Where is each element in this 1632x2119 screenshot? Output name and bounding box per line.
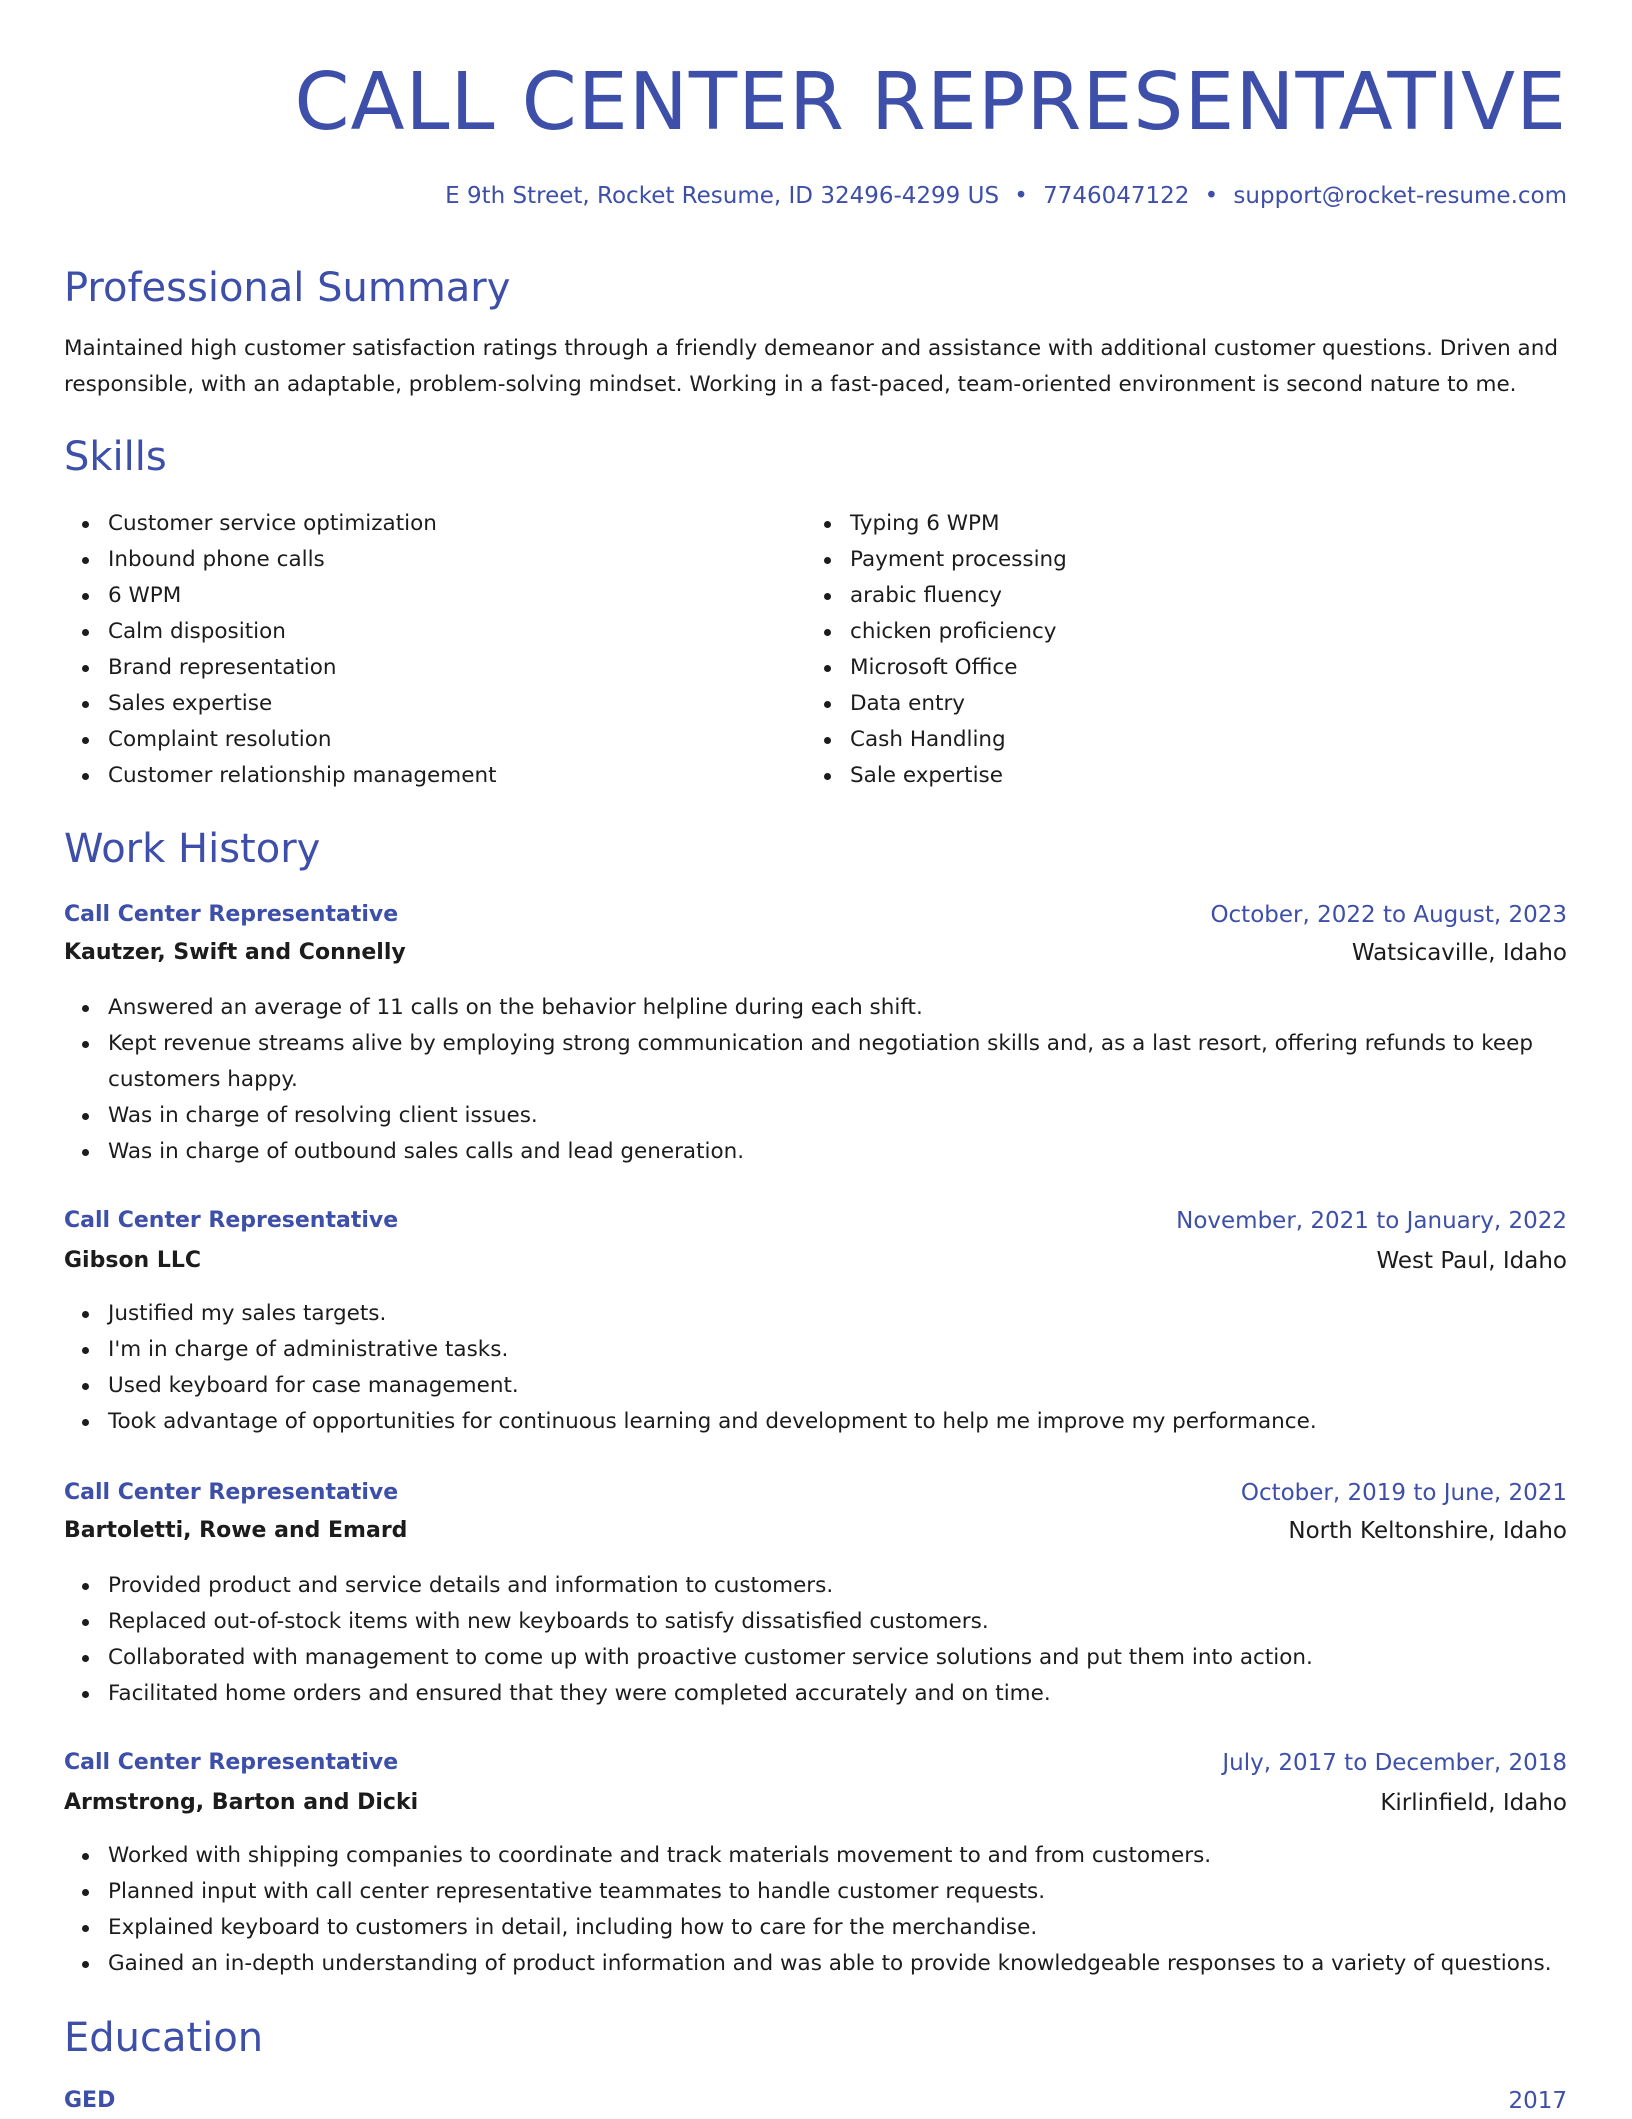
skill-item: Complaint resolution <box>64 722 764 758</box>
skill-item: Sale expertise <box>806 758 1506 794</box>
skill-item: Sales expertise <box>64 686 764 722</box>
job-location: North Keltonshire, Idaho <box>1288 1518 1567 1544</box>
job-bullet: Collaborated with management to come up with proactive customer service solutions and put them into action. <box>64 1640 1567 1676</box>
job-location: West Paul, Idaho <box>1376 1248 1567 1274</box>
job-bullets <box>64 1296 1567 1440</box>
skills-list-right <box>806 506 1506 794</box>
skill-item: Calm disposition <box>64 614 764 650</box>
job-dates: October, 2022 to August, 2023 <box>1210 902 1567 928</box>
skill-item: chicken proficiency <box>806 614 1506 650</box>
skill-item: Data entry <box>806 686 1506 722</box>
skill-item: Cash Handling <box>806 722 1506 758</box>
education-heading: Education <box>64 2015 264 2061</box>
skills-list-left <box>64 506 764 794</box>
education-row <box>64 2083 1567 2119</box>
skills-heading: Skills <box>64 434 167 480</box>
skill-item: Brand representation <box>64 650 764 686</box>
contact-line <box>64 178 1567 214</box>
contact-email[interactable]: support@rocket-resume.com <box>1233 183 1567 209</box>
job-bullet: Kept revenue streams alive by employing strong communication and negotiation skills and, as a last resort, offering refunds to keep customers happy. <box>64 1026 1567 1098</box>
skill-item: Customer service optimization <box>64 506 764 542</box>
skill-item: Payment processing <box>806 542 1506 578</box>
skill-item: Customer relationship management <box>64 758 764 794</box>
job-bullet: Replaced out-of-stock items with new keyboards to satisfy dissatisfied customers. <box>64 1604 1567 1640</box>
job-company: Bartoletti, Rowe and Emard <box>64 1518 408 1543</box>
job-header-row <box>64 1475 1567 1511</box>
job-bullet: Took advantage of opportunities for continuous learning and development to help me improve my performance. <box>64 1404 1567 1440</box>
job-title: Call Center Representative <box>64 902 399 927</box>
job-bullet: Gained an in-depth understanding of product information and was able to provide knowledgeable responses to a variety of questions. <box>64 1946 1567 1982</box>
job-bullet: Used keyboard for case management. <box>64 1368 1567 1404</box>
contact-phone: 7746047122 <box>1043 183 1190 209</box>
resume-title: CALL CENTER REPRESENTATIVE <box>294 56 1567 148</box>
job-bullet: Worked with shipping companies to coordinate and track materials movement to and from customers. <box>64 1838 1567 1874</box>
job-bullet: Was in charge of resolving client issues. <box>64 1098 1567 1134</box>
contact-address: E 9th Street, Rocket Resume, ID 32496-4299 US <box>445 183 1000 209</box>
job-bullet: Was in charge of outbound sales calls and lead generation. <box>64 1134 1567 1170</box>
skill-item: Inbound phone calls <box>64 542 764 578</box>
job-bullet: Provided product and service details and information to customers. <box>64 1568 1567 1604</box>
education-degree: GED <box>64 2088 116 2113</box>
job-title: Call Center Representative <box>64 1208 399 1233</box>
job-header-row <box>64 1203 1567 1239</box>
job-company: Gibson LLC <box>64 1248 202 1273</box>
job-bullets <box>64 1838 1567 1982</box>
job-company-row <box>64 1785 1567 1821</box>
job-bullet: Facilitated home orders and ensured that they were completed accurately and on time. <box>64 1676 1567 1712</box>
job-dates: October, 2019 to June, 2021 <box>1240 1480 1567 1506</box>
job-company-row <box>64 935 1567 971</box>
job-header-row <box>64 1745 1567 1781</box>
contact-separator: • <box>1204 183 1219 209</box>
job-company: Kautzer, Swift and Connelly <box>64 940 406 965</box>
summary-text: Maintained high customer satisfaction ratings through a friendly demeanor and assistance with additional customer questions. Driven and responsible, with an adaptable, problem-solving mindset. Working in a fast-paced, team-oriented environment is second nature to me. <box>64 336 1558 397</box>
job-bullets <box>64 990 1567 1170</box>
job-company-row <box>64 1243 1567 1279</box>
skill-item: Microsoft Office <box>806 650 1506 686</box>
job-title: Call Center Representative <box>64 1480 399 1505</box>
contact-separator: • <box>1014 183 1028 209</box>
job-header-row <box>64 897 1567 933</box>
education-year: 2017 <box>1508 2088 1567 2114</box>
skill-item: arabic fluency <box>806 578 1506 614</box>
job-location: Kirlinfield, Idaho <box>1380 1790 1567 1816</box>
skill-item: 6 WPM <box>64 578 764 614</box>
job-bullet: I'm in charge of administrative tasks. <box>64 1332 1567 1368</box>
job-company-row <box>64 1513 1567 1549</box>
job-bullet: Justified my sales targets. <box>64 1296 1567 1332</box>
job-bullet: Explained keyboard to customers in detail, including how to care for the merchandise. <box>64 1910 1567 1946</box>
summary-heading: Professional Summary <box>64 265 511 311</box>
job-bullet: Answered an average of 11 calls on the behavior helpline during each shift. <box>64 990 1567 1026</box>
job-location: Watsicaville, Idaho <box>1351 940 1567 966</box>
job-title: Call Center Representative <box>64 1750 399 1775</box>
job-company: Armstrong, Barton and Dicki <box>64 1790 419 1815</box>
skill-item: Typing 6 WPM <box>806 506 1506 542</box>
job-dates: November, 2021 to January, 2022 <box>1176 1208 1567 1234</box>
job-bullet: Planned input with call center representative teammates to handle customer requests. <box>64 1874 1567 1910</box>
job-bullets <box>64 1568 1567 1712</box>
job-dates: July, 2017 to December, 2018 <box>1222 1750 1567 1776</box>
work-history-heading: Work History <box>64 826 321 872</box>
